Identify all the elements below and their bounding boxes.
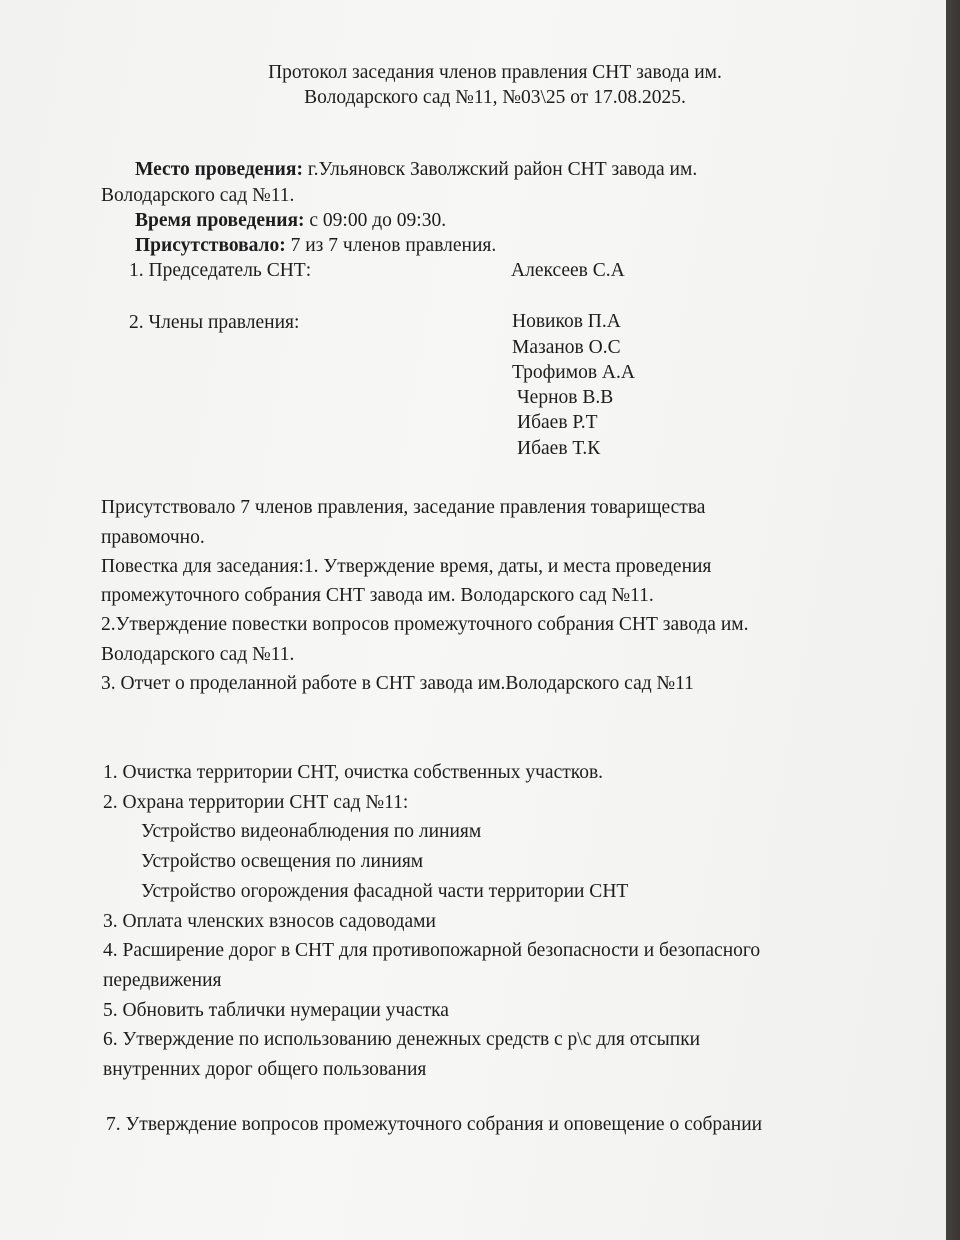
present-value: 7 из 7 членов правления. [285,235,497,256]
member-name: Новиков П.А [512,311,621,332]
place-continuation: Володарского сад №11. [101,185,295,206]
list-item-continuation: передвижения [103,970,222,991]
list-subitem: Устройство огорождения фасадной части территории СНТ [141,881,629,902]
place-value: г.Ульяновск Заволжский район СНТ завода им. [302,159,698,180]
list-item: 7. Утверждение вопросов промежуточного собрания и оповещение о собрании [106,1114,763,1135]
member-name: Мазанов О.С [512,337,621,358]
agenda-line-1: Повестка для заседания:1. Утверждение время, даты, и места проведения [101,556,712,577]
list-item-continuation: внутренних дорог общего пользования [103,1059,427,1080]
quorum-line-2: правомочно. [101,527,205,548]
member-name: Трофимов А.А [512,362,635,383]
title-line-2: Володарского сад №11, №03\25 от 17.08.2025. [304,87,686,108]
document-title [0,60,960,110]
agenda-line-4: Володарского сад №11. [101,644,295,665]
quorum-line-1: Присутствовало 7 членов правления, заседание правления товарищества [101,497,706,518]
list-item: 3. Оплата членских взносов садоводами [103,911,436,932]
list-item: 1. Очистка территории СНТ, очистка собственных участков. [103,762,604,783]
agenda-line-3: 2.Утверждение повестки вопросов промежуточного собрания СНТ завода им. [101,614,749,635]
member-name: Чернов В.В [517,387,614,408]
meeting-place [135,158,697,182]
time-label: Время проведения: [135,210,305,231]
member-name: Ибаев Р.Т [517,412,598,433]
attendance [135,234,496,258]
chair-name: Алексеев С.А [511,260,625,281]
present-label: Присутствовало: [135,235,286,256]
members-label: 2. Члены правления: [129,312,300,333]
list-item: 2. Охрана территории СНТ сад №11: [103,792,409,813]
list-subitem: Устройство освещения по линиям [141,851,424,872]
time-value: с 09:00 до 09:30. [304,210,447,231]
agenda-line-2: промежуточного собрания СНТ завода им. Володарского сад №11. [101,585,654,606]
meeting-time [135,209,446,233]
title-line-1: Протокол заседания членов правления СНТ завода им. [268,62,722,83]
list-item: 6. Утверждение по использованию денежных средств с р\с для отсыпки [103,1029,701,1050]
member-name: Ибаев Т.К [517,438,601,459]
agenda-line-5: 3. Отчет о проделанной работе в СНТ завода им.Володарского сад №11 [101,673,694,694]
list-subitem: Устройство видеонаблюдения по линиям [141,821,482,842]
place-label: Место проведения: [135,159,303,180]
list-item: 4. Расширение дорог в СНТ для противопожарной безопасности и безопасного [103,940,761,961]
chair-label: 1. Председатель СНТ: [129,260,312,281]
list-item: 5. Обновить таблички нумерации участка [103,1000,449,1021]
